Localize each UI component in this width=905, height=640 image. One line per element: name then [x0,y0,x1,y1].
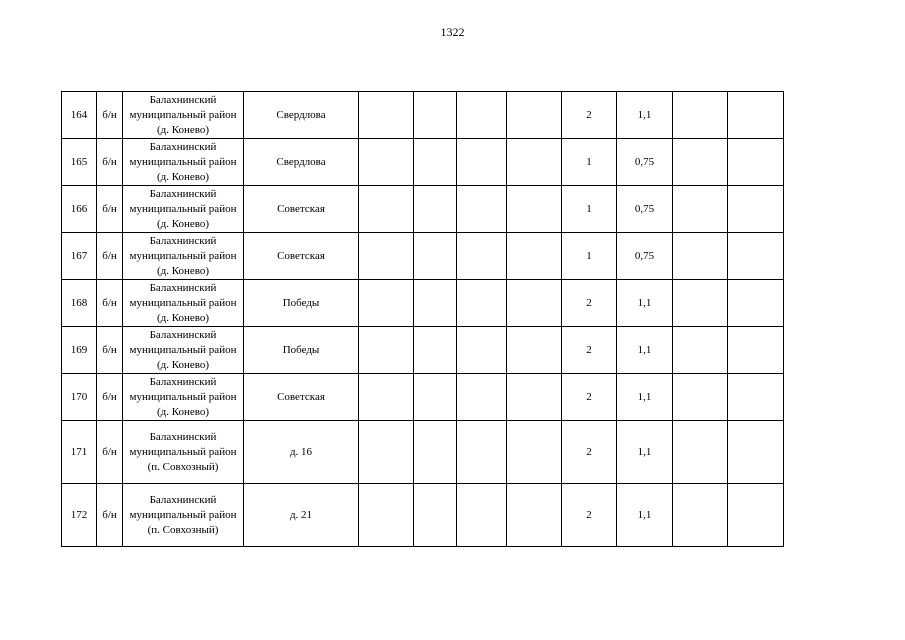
code-cell: б/н [97,374,123,421]
empty-cell-5 [359,374,414,421]
street-cell: Советская [244,374,359,421]
empty-cell-8 [507,186,562,233]
empty-cell-8 [507,280,562,327]
empty-cell-11 [673,139,728,186]
empty-cell-5 [359,92,414,139]
district-cell [123,233,244,280]
empty-cell-5 [359,484,414,547]
empty-cell-7 [457,280,507,327]
empty-cell-11 [673,327,728,374]
empty-cell-11 [673,186,728,233]
count-cell: 2 [562,92,617,139]
district-line: муниципальный район [129,296,237,309]
district-line: Балахнинский [149,187,217,200]
district-line: муниципальный район [129,155,237,168]
empty-cell-5 [359,421,414,484]
empty-cell-7 [457,139,507,186]
code-cell: б/н [97,327,123,374]
code-cell: б/н [97,484,123,547]
empty-cell-12 [728,421,784,484]
district-line: (д. Конево) [156,405,210,418]
empty-cell-7 [457,233,507,280]
empty-cell-12 [728,186,784,233]
district-line: Балахнинский [149,234,217,247]
code-cell: б/н [97,233,123,280]
code-cell: б/н [97,139,123,186]
row-number-cell: 165 [62,139,97,186]
empty-cell-6 [414,92,457,139]
district-line: Балахнинский [149,93,217,106]
street-cell: Победы [244,280,359,327]
table-row [62,186,784,233]
district-line: (п. Совхозный) [147,523,219,536]
district-cell [123,186,244,233]
district-line: (д. Конево) [156,170,210,183]
district-line: (д. Конево) [156,123,210,136]
volume-cell: 0,75 [617,139,673,186]
table-row [62,139,784,186]
district-cell [123,280,244,327]
empty-cell-5 [359,233,414,280]
empty-cell-8 [507,484,562,547]
district-line: (д. Конево) [156,311,210,324]
count-cell: 1 [562,233,617,280]
empty-cell-8 [507,421,562,484]
code-cell: б/н [97,421,123,484]
empty-cell-12 [728,280,784,327]
district-line: Балахнинский [149,140,217,153]
street-cell: Советская [244,233,359,280]
volume-cell: 0,75 [617,186,673,233]
empty-cell-6 [414,421,457,484]
empty-cell-7 [457,484,507,547]
code-cell: б/н [97,280,123,327]
district-line: (д. Конево) [156,264,210,277]
empty-cell-8 [507,139,562,186]
row-number-cell: 166 [62,186,97,233]
district-line: муниципальный район [129,249,237,262]
count-cell: 2 [562,484,617,547]
empty-cell-6 [414,233,457,280]
district-line: муниципальный район [129,445,237,458]
count-cell: 2 [562,374,617,421]
count-cell: 2 [562,327,617,374]
row-number-cell: 172 [62,484,97,547]
table-row [62,327,784,374]
district-line: Балахнинский [149,493,217,506]
table-row [62,484,784,547]
district-line: Балахнинский [149,375,217,388]
empty-cell-11 [673,92,728,139]
row-number-cell: 169 [62,327,97,374]
empty-cell-7 [457,374,507,421]
district-line: муниципальный район [129,508,237,521]
empty-cell-6 [414,374,457,421]
empty-cell-11 [673,280,728,327]
code-cell: б/н [97,92,123,139]
empty-cell-12 [728,139,784,186]
empty-cell-6 [414,484,457,547]
volume-cell: 1,1 [617,327,673,374]
district-line: (п. Совхозный) [147,460,219,473]
district-cell [123,139,244,186]
empty-cell-12 [728,374,784,421]
volume-cell: 1,1 [617,92,673,139]
empty-cell-5 [359,280,414,327]
table-row [62,421,784,484]
count-cell: 2 [562,280,617,327]
empty-cell-8 [507,92,562,139]
street-cell: д. 16 [244,421,359,484]
row-number-cell: 170 [62,374,97,421]
empty-cell-7 [457,186,507,233]
table-row [62,280,784,327]
empty-cell-8 [507,327,562,374]
empty-cell-6 [414,280,457,327]
row-number-cell: 168 [62,280,97,327]
page-number: 1322 [440,25,465,39]
street-cell: Свердлова [244,92,359,139]
empty-cell-5 [359,327,414,374]
district-line: муниципальный район [129,202,237,215]
code-cell: б/н [97,186,123,233]
district-line: Балахнинский [149,430,217,443]
empty-cell-11 [673,374,728,421]
street-cell: Свердлова [244,139,359,186]
volume-cell: 1,1 [617,484,673,547]
empty-cell-6 [414,186,457,233]
district-cell [123,92,244,139]
district-line: Балахнинский [149,281,217,294]
district-line: (д. Конево) [156,217,210,230]
count-cell: 2 [562,421,617,484]
district-cell [123,327,244,374]
empty-cell-5 [359,139,414,186]
table-row [62,374,784,421]
row-number-cell: 171 [62,421,97,484]
empty-cell-11 [673,484,728,547]
volume-cell: 1,1 [617,374,673,421]
empty-cell-6 [414,327,457,374]
volume-cell: 1,1 [617,421,673,484]
table-row [62,233,784,280]
empty-cell-12 [728,233,784,280]
street-cell: Победы [244,327,359,374]
empty-cell-7 [457,92,507,139]
empty-cell-12 [728,92,784,139]
district-line: муниципальный район [129,108,237,121]
empty-cell-12 [728,327,784,374]
district-cell [123,421,244,484]
table-row [62,92,784,139]
count-cell: 1 [562,186,617,233]
table-body [62,92,784,547]
empty-cell-11 [673,233,728,280]
street-cell: д. 21 [244,484,359,547]
empty-cell-12 [728,484,784,547]
empty-cell-7 [457,421,507,484]
empty-cell-8 [507,233,562,280]
district-cell [123,374,244,421]
empty-cell-6 [414,139,457,186]
district-cell [123,484,244,547]
district-line: муниципальный район [129,343,237,356]
registry-table [61,91,784,547]
street-cell: Советская [244,186,359,233]
district-line: Балахнинский [149,328,217,341]
empty-cell-5 [359,186,414,233]
empty-cell-7 [457,327,507,374]
district-line: (д. Конево) [156,358,210,371]
row-number-cell: 167 [62,233,97,280]
volume-cell: 0,75 [617,233,673,280]
row-number-cell: 164 [62,92,97,139]
district-line: муниципальный район [129,390,237,403]
volume-cell: 1,1 [617,280,673,327]
count-cell: 1 [562,139,617,186]
empty-cell-11 [673,421,728,484]
empty-cell-8 [507,374,562,421]
